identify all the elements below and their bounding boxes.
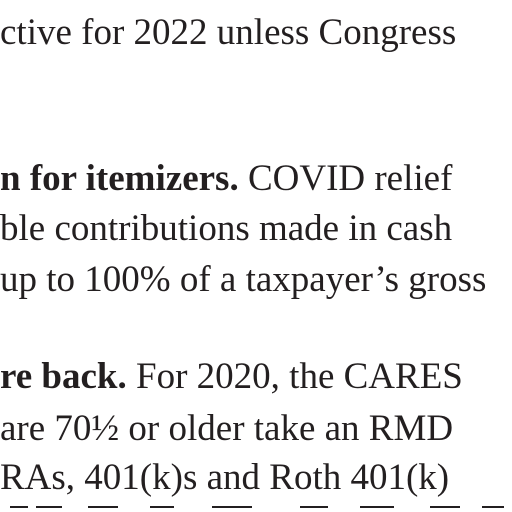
- line-text: For 2020, the CARES: [126, 356, 463, 397]
- text-line: [0, 261, 486, 298]
- section-heading: n for itemizers.: [0, 158, 239, 199]
- text-line: [0, 459, 449, 496]
- section-heading: re back.: [0, 356, 127, 397]
- line-text: ble contributions made in cash: [0, 208, 453, 249]
- line-text: are 70½ or older take an RMD: [0, 408, 454, 449]
- line-text: RAs, 401(k)s and Roth 401(k): [0, 457, 450, 498]
- text-line: [0, 358, 463, 395]
- cropped-text-line: [0, 506, 512, 512]
- line-text: up to 100% of a taxpayer’s gross: [0, 259, 487, 300]
- line-text: COVID relief: [238, 158, 453, 199]
- text-line: [0, 14, 456, 51]
- text-line: [0, 410, 453, 447]
- line-text: ctive for 2022 unless Congress: [0, 12, 457, 53]
- text-line: [0, 210, 452, 247]
- text-line: [0, 160, 452, 197]
